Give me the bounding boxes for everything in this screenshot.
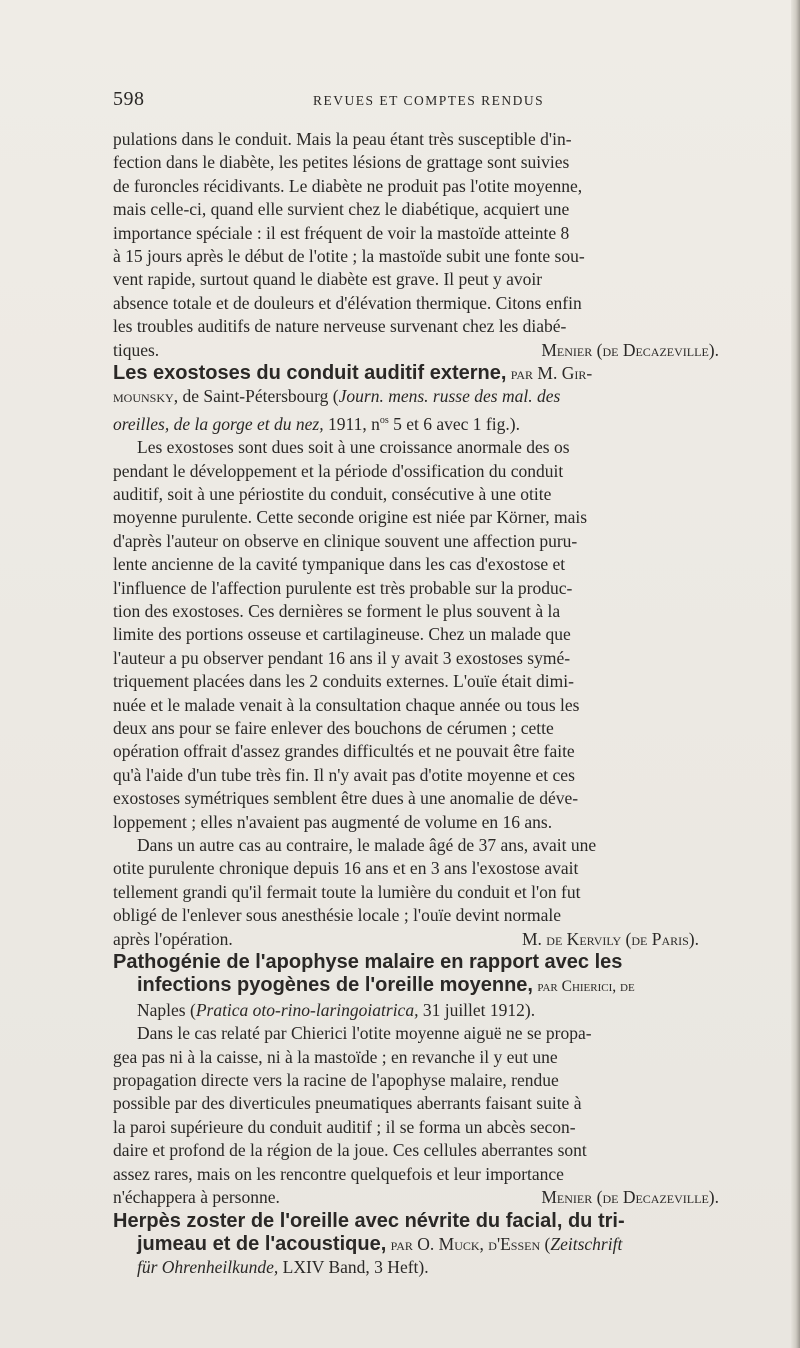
article-heading-line [137,1233,755,1256]
paragraph [113,436,755,834]
signature: M. de Kervily (de Paris). [522,928,699,949]
text-line: opération offrait d'assez grandes difficultés et ne pouvait être faite [113,741,575,762]
text-line: assez rares, mais on les rencontre quelquefois et leur importance [113,1163,564,1184]
text-line: tion des exostoses. Ces dernières se forment le plus souvent à la [113,600,561,621]
reference-text: 31 juillet 1912). [418,999,536,1020]
page-number: 598 [113,88,145,110]
reference-line [137,999,755,1022]
text-line: l'auteur a pu observer pendant 16 ans il y avait 3 exostoses symé- [113,647,571,668]
reference-line [113,409,755,436]
text-line [113,339,755,362]
paragraph-continuation [113,128,755,362]
text-line: la paroi supérieure du conduit auditif ; il se forma un abcès secon- [113,1116,576,1137]
signature: Menier (de Decazeville). [541,339,719,360]
text-line: mais celle-ci, quand elle survient chez le diabétique, acquiert une [113,199,570,220]
reference-line [113,385,755,408]
text-line: nuée et le malade venait à la consultation chaque année ou tous les [113,694,580,715]
text-line: possible par des diverticules pneumatiques aberrants faisant suite à [113,1093,582,1114]
text-line: qu'à l'aide d'un tube très fin. Il n'y avait pas d'otite moyenne et ces [113,764,575,785]
text-line [113,1186,755,1209]
page-header [113,88,755,118]
text-line: deux ans pour se faire enlever des bouchons de cérumen ; cette [113,717,554,738]
article-heading: Pathogénie de l'apophyse malaire en rapport avec les [113,951,623,974]
journal-title: oreilles, de la gorge et du nez, [113,413,324,434]
article-heading: Herpès zoster de l'oreille avec névrite du facial, du tri- [113,1209,625,1232]
article-heading-line [113,362,755,385]
text-line: daire et profond de la région de la joue. Ces cellules aberrantes sont [113,1140,587,1161]
reference-text: 1911, n [323,413,380,434]
text-line: pulations dans le conduit. Mais la peau étant très susceptible d'in- [113,129,572,149]
article-heading: jumeau et de l'acoustique, [137,1232,387,1255]
author-credit: par M. Gir- [510,363,593,384]
page-edge-shadow [791,0,800,1348]
text-line: tellement grandi qu'il fermait toute la lumière du conduit et l'on fut [113,881,581,902]
author-name: mounsky [113,386,174,407]
text-fragment: tiques. [113,339,160,360]
text-line: les troubles auditifs de nature nerveuse survenant chez les diabé- [113,316,567,337]
text-line: obligé de l'enlever sous anesthésie locale ; l'ouïe devint normale [113,905,562,926]
text-line: Dans un autre cas au contraire, le malade âgé de 37 ans, avait une [137,835,597,856]
text-fragment: après l'opération. [113,928,233,949]
reference-text: LXIV Band, 3 Heft). [278,1257,429,1278]
paragraph [113,834,755,951]
superscript: os [379,414,389,426]
text-line [113,928,755,951]
article-heading-line [137,974,755,998]
author-credit: par O. Muck, d'Essen ( [390,1233,551,1254]
text-line: pendant le développement et la période d'ossification du conduit [113,460,564,481]
reference-text: Naples ( [137,999,196,1020]
text-line: Les exostoses sont dues soit à une croissance anormale des os [137,437,570,458]
text-line: loppement ; elles n'avaient pas augmenté de volume en 16 ans. [113,811,553,832]
text-line: gea pas ni à la caisse, ni à la mastoïde ; en revanche il y eut une [113,1046,558,1067]
journal-title: Journ. mens. russe des mal. des [338,386,561,407]
text-fragment: n'échappera à personne. [113,1187,280,1208]
text-line: exostoses symétriques semblent être dues à une anomalie de déve- [113,788,579,809]
author-credit: par Chierici, de [537,978,635,996]
reference-line [137,1256,755,1279]
text-line: importance spéciale : il est fréquent de voir la mastoïde atteinte 8 [113,222,570,243]
article-exostoses [113,362,755,436]
reference-text: , de Saint-Pétersbourg ( [173,386,339,407]
text-line: lente ancienne de la cavité tympanique dans les cas d'exostose et [113,554,566,575]
reference-text: 5 et 6 avec 1 fig.). [388,413,520,434]
article-heading: Les exostoses du conduit auditif externe, [113,362,507,385]
text-line: Dans le cas relaté par Chierici l'otite moyenne aiguë ne se propa- [137,1023,592,1044]
text-line: vent rapide, surtout quand le diabète est grave. Il peut y avoir [113,269,543,290]
paragraph [113,1022,755,1209]
article-herpes-zoster [113,1210,755,1280]
text-line: absence totale et de douleurs et d'élévation thermique. Citons enfin [113,292,582,313]
text-line: triquement placées dans les 2 conduits externes. L'ouïe était dimi- [113,671,574,692]
article-pathogenie [113,951,755,1022]
page-body [113,128,755,1280]
text-line: otite purulente chronique depuis 16 ans et en 3 ans l'exostose avait [113,858,579,879]
running-title: REVUES ET COMPTES RENDUS [313,93,545,108]
journal-title: Pratica oto-rino-laringoiatrica, [195,999,419,1020]
journal-title: für Ohrenheilkunde, [137,1257,279,1278]
article-heading: infections pyogènes de l'oreille moyenne, [137,974,533,997]
text-line: à 15 jours après le début de l'otite ; la mastoïde subit une fonte sou- [113,246,585,267]
text-line: auditif, soit à une périostite du conduit, consécutive à une otite [113,483,552,504]
signature: Menier (de Decazeville). [541,1187,719,1208]
text-line: l'influence de l'affection purulente est très probable sur la produc- [113,577,573,598]
text-line: propagation directe vers la racine de l'apophyse malaire, rendue [113,1070,559,1091]
text-line: d'après l'auteur on observe en clinique souvent une affection puru- [113,530,578,551]
text-line: fection dans le diabète, les petites lésions de grattage sont suivies [113,152,570,173]
text-line: moyenne purulente. Cette seconde origine est niée par Körner, mais [113,507,588,528]
text-line: limite des portions osseuse et cartilagineuse. Chez un malade que [113,624,571,645]
text-line: de furoncles récidivants. Le diabète ne produit pas l'otite moyenne, [113,175,583,196]
journal-title: Zeitschrift [550,1233,623,1254]
